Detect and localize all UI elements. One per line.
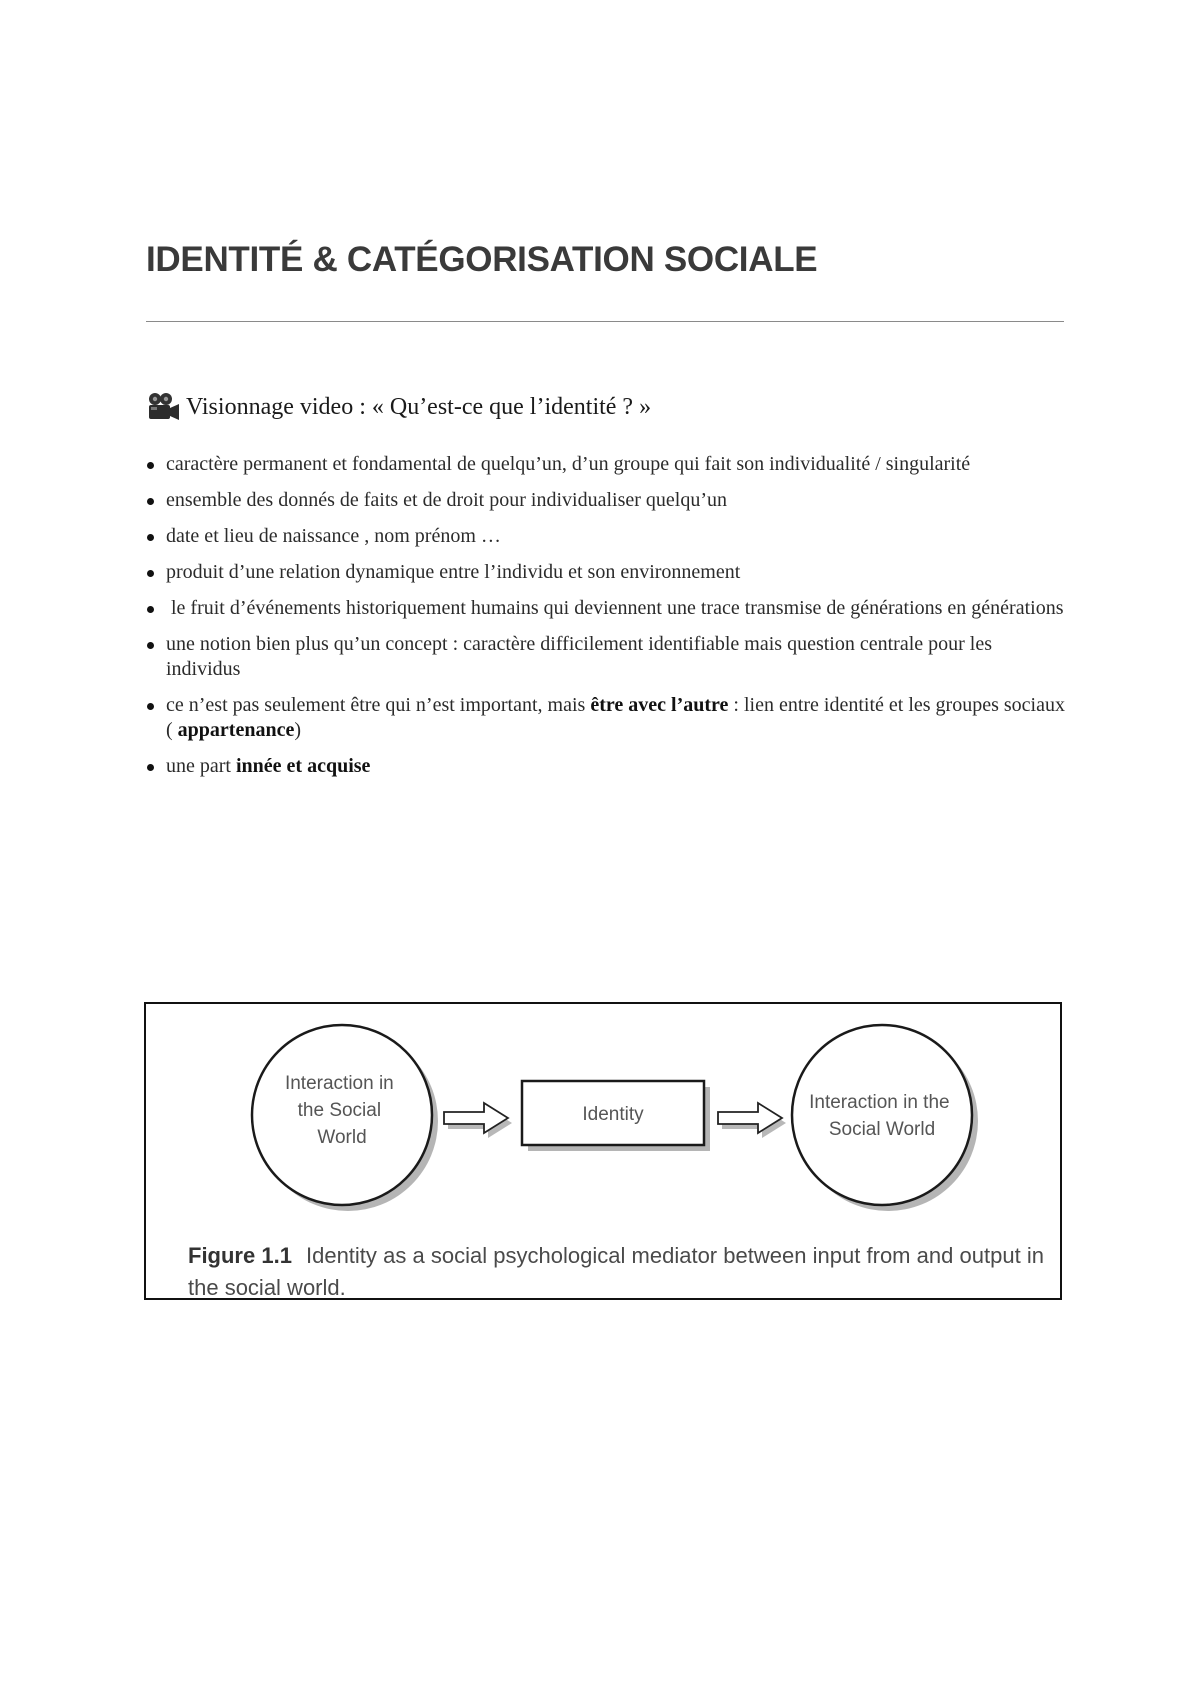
- bold-phrase: appartenance: [177, 719, 295, 741]
- list-item-text: produit d’une relation dynamique entre l’individu et son environnement: [166, 561, 741, 583]
- subheading-text: Visionnage video : « Qu’est-ce que l’identité ? »: [186, 393, 652, 420]
- list-item: [146, 754, 1066, 779]
- caption-text: Identity as a social psychological mediator between input from and output in the social world.: [188, 1243, 1045, 1300]
- left-circle-label: Interaction in the Social World: [284, 1073, 394, 1148]
- right-circle: [792, 1025, 972, 1205]
- list-item: [146, 488, 1066, 513]
- list-item: [146, 524, 1066, 549]
- list-item: [146, 560, 1066, 585]
- movie-camera-icon: [146, 392, 180, 422]
- list-item: [146, 693, 1066, 743]
- page-title: IDENTITÉ & CATÉGORISATION SOCIALE: [146, 240, 818, 279]
- bold-phrase: être avec l’autre: [590, 694, 729, 716]
- list-item-text: caractère permanent et fondamental de quelqu’un, d’un groupe qui fait son individualité / singularité: [166, 453, 971, 475]
- list-item-text: date et lieu de naissance , nom prénom …: [166, 525, 501, 547]
- list-item-text: le fruit d’événements historiquement humains qui deviennent une trace transmise de générations en générations: [166, 597, 1064, 619]
- definition-list: [146, 452, 1066, 790]
- identity-label: Identity: [582, 1104, 644, 1125]
- video-subheading: [146, 392, 651, 422]
- figure-number: Figure 1.1: [188, 1243, 292, 1268]
- figure-caption: [188, 1240, 1044, 1304]
- list-item-text: une part: [166, 755, 236, 777]
- bold-phrase: innée et acquise: [235, 755, 371, 777]
- list-item: [146, 452, 1066, 477]
- list-item-text: ): [294, 719, 302, 741]
- identity-diagram: [146, 1004, 1060, 1236]
- list-item: [146, 596, 1066, 621]
- list-item-text: une notion bien plus qu’un concept : caractère difficilement identifiable mais question centrale pour les individus: [166, 633, 993, 680]
- heading-divider: [146, 321, 1064, 322]
- list-item: [146, 632, 1066, 682]
- list-item-text: ce n’est pas seulement être qui n’est important, mais: [166, 694, 591, 716]
- right-circle-label: Interaction in the Social World: [809, 1092, 950, 1140]
- list-item-text: ensemble des donnés de faits et de droit pour individualiser quelqu’un: [166, 489, 727, 511]
- figure-box: [144, 1002, 1062, 1300]
- list-item-text: : lien entre identité et les groupes sociaux (: [166, 694, 1065, 741]
